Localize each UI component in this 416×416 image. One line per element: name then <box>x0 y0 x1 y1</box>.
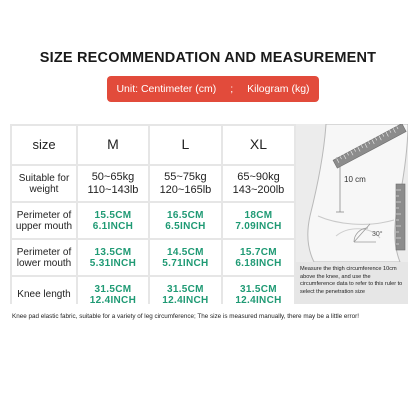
knee-measurement-illustration <box>296 124 408 262</box>
table-row-weight <box>12 166 294 201</box>
knee-length-cell-xl <box>223 277 294 312</box>
weight-lb: 143~200lb <box>232 183 285 196</box>
measure-inch: 6.5INCH <box>165 220 206 232</box>
row-label-weight: Suitable for weight <box>12 166 76 201</box>
measure-instructions: Measure the thigh circumference 10cm above the knee, and use the circumference data to refer to this ruler to select the penetration size <box>296 262 408 304</box>
measure-inch: 12.4INCH <box>162 294 209 306</box>
measure-inch: 5.31INCH <box>89 257 137 269</box>
lower-mouth-cell-m <box>78 240 148 275</box>
knee-leg-drawing <box>296 124 408 262</box>
table-row-upper-mouth <box>12 203 294 238</box>
weight-cell-xl <box>223 166 294 201</box>
measure-inch: 7.09INCH <box>235 220 282 232</box>
unit-kg-label: Kilogram (kg) <box>247 83 310 95</box>
measure-inch: 5.71INCH <box>162 257 209 269</box>
measure-cm: 15.5CM <box>94 209 132 221</box>
row-label-upper-mouth: Perimeter of upper mouth <box>12 203 76 238</box>
size-header-l: L <box>150 126 221 164</box>
knee-length-cell-m <box>78 277 148 312</box>
unit-banner <box>107 76 319 102</box>
lower-mouth-cell-l <box>150 240 221 275</box>
size-header-xl: XL <box>223 126 294 164</box>
leg-outline <box>308 124 408 262</box>
row-label-knee-length: Knee length <box>12 277 76 312</box>
upper-mouth-cell-xl <box>223 203 294 238</box>
lower-mouth-cell-xl <box>223 240 294 275</box>
measure-inch: 6.1INCH <box>92 220 134 232</box>
table-row-knee-length <box>12 277 294 312</box>
unit-cm-label: Unit: Centimeter (cm) <box>116 83 217 95</box>
measure-cm: 31.5CM <box>94 283 132 295</box>
row-label-lower-mouth: Perimeter of lower mouth <box>12 240 76 275</box>
measure-cm: 31.5CM <box>240 283 277 295</box>
weight-cell-m <box>78 166 148 201</box>
measure-cm: 31.5CM <box>167 283 204 295</box>
weight-cell-l <box>150 166 221 201</box>
weight-lb: 110~143lb <box>87 183 139 196</box>
measure-cm: 16.5CM <box>167 209 204 221</box>
size-table <box>10 124 296 314</box>
measure-distance-label: 10 cm <box>344 175 366 184</box>
measure-inch: 12.4INCH <box>89 294 137 306</box>
size-header-label: size <box>12 126 76 164</box>
table-row-lower-mouth <box>12 240 294 275</box>
upper-mouth-cell-l <box>150 203 221 238</box>
upper-mouth-cell-m <box>78 203 148 238</box>
page-title: SIZE RECOMMENDATION AND MEASUREMENT <box>39 50 377 66</box>
measure-cm: 18CM <box>244 209 273 221</box>
knee-length-cell-l <box>150 277 221 312</box>
measure-cm: 14.5CM <box>167 246 204 258</box>
weight-kg: 55~75kg <box>164 171 207 184</box>
weight-lb: 120~165lb <box>159 183 212 196</box>
measure-cm: 13.5CM <box>94 246 132 258</box>
weight-kg: 65~90kg <box>237 171 280 184</box>
footer-note: Knee pad elastic fabric, suitable for a variety of leg circumference; The size is measured manually, there may be a little error! <box>12 313 359 320</box>
unit-separator: ; <box>230 83 234 95</box>
weight-kg: 50~65kg <box>91 171 135 184</box>
tape-strip-right <box>396 184 405 250</box>
measure-cm: 15.7CM <box>240 246 277 258</box>
size-table-header-row <box>12 126 294 164</box>
angle-label: 30° <box>372 231 383 238</box>
size-header-m: M <box>78 126 148 164</box>
measure-inch: 6.18INCH <box>235 257 282 269</box>
measure-inch: 12.4INCH <box>235 294 282 306</box>
